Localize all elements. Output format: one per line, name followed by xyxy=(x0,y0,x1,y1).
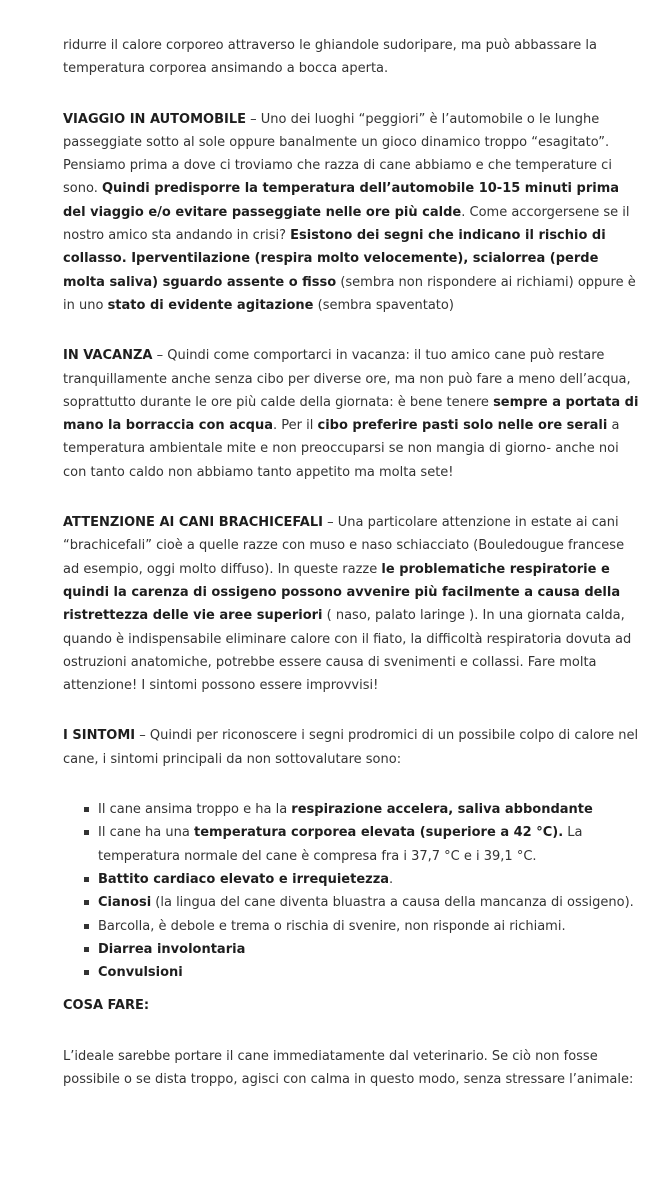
list-item xyxy=(98,915,642,938)
emphasis: le problematiche respiratorie e quindi la carenza di ossigeno possono avvenire più facilmente a causa della ristrettezza delle vie aree superiori xyxy=(63,561,621,624)
section-heading: IN VACANZA xyxy=(63,348,153,364)
text: (sembra spaventato) xyxy=(313,297,454,313)
text: a temperatura ambientale mite e non preoccuparsi se non mangia di giorno- anche noi con tanto caldo non abbiamo tanto appetito ma molta sete! xyxy=(63,418,620,480)
text: – Quindi come comportarci in vacanza: il tuo amico cane può restare tranquillamente anche senza cibo per diverse ore, ma non può fare a meno dell’acqua, soprattutto durante le ore più calde della giornata: è bene tenere xyxy=(63,348,631,410)
list-item xyxy=(98,938,642,961)
list-item xyxy=(98,868,642,891)
emphasis: cibo preferire pasti solo nelle ore serali xyxy=(317,418,608,434)
list-item xyxy=(98,891,642,914)
emphasis: Diarrea involontaria xyxy=(98,941,246,957)
section-heading: COSA FARE: xyxy=(63,998,150,1014)
text: ( naso, palato laringe ). In una giornata calda, quando è indispensabile eliminare calore con il fiato, la difficoltà respiratoria dovuta ad ostruzioni anatomiche, potrebbe essere causa di svenimenti e collassi. Fare molta attenzione! I sintomi possono essere improvvisi! xyxy=(63,608,632,694)
text: . Per il xyxy=(273,418,318,434)
text: Il cane ansima troppo e ha la xyxy=(98,802,292,818)
list-item xyxy=(98,798,642,821)
text: – Uno dei luoghi “peggiori” è l’automobile o le lunghe passeggiate sotto al sole oppure banalmente un gioco dinamico troppo “esagitato”. Pensiamo prima a dove ci troviamo che razza di cane abbiamo e che temperature ci sono. xyxy=(63,111,612,197)
intro-paragraph: ridurre il calore corporeo attraverso le ghiandole sudoripare, ma può abbassare la temperatura corporea ansimando a bocca aperta. xyxy=(63,38,597,77)
text: – Una particolare attenzione in estate ai cani “brachicefali” cioè a quelle razze con muso e naso schiacciato (Bouledougue francese ad esempio, oggi molto diffuso). In queste razze xyxy=(63,515,625,577)
emphasis: Battito cardiaco elevato e irrequietezza xyxy=(98,871,390,887)
section-heading: VIAGGIO IN AUTOMOBILE xyxy=(63,111,246,127)
section-heading: ATTENZIONE AI CANI BRACHICEFALI xyxy=(63,515,323,531)
emphasis: Cianosi xyxy=(98,895,152,911)
list-item xyxy=(98,821,642,868)
emphasis: respirazione accelera, saliva abbondante xyxy=(291,802,593,818)
emphasis: Convulsioni xyxy=(98,965,183,981)
list-item xyxy=(98,961,642,984)
cosa-fare-paragraph: L’ideale sarebbe portare il cane immediatamente dal veterinario. Se ciò non fosse possibile o se dista troppo, agisci con calma in questo modo, senza stressare l’animale: xyxy=(63,1048,634,1087)
emphasis: stato di evidente agitazione xyxy=(107,297,314,313)
section-cosa-fare-heading xyxy=(63,994,642,1017)
emphasis: Esistono dei segni che indicano il rischio di collasso. Iperventilazione (respira molto velocemente), scialorrea (perde molta saliva) sguardo assente o fisso xyxy=(63,228,606,290)
text: (la lingua del cane diventa bluastra a causa della mancanza di ossigeno). xyxy=(151,895,634,911)
text: Il cane ha una xyxy=(98,825,194,841)
section-viaggio xyxy=(63,108,642,318)
text: Barcolla, è debole e trema o rischia di svenire, non risponde ai richiami. xyxy=(98,918,566,934)
emphasis: temperatura corporea elevata (superiore a 42 °C). xyxy=(193,825,564,841)
section-sintomi xyxy=(63,724,642,771)
section-heading: I SINTOMI xyxy=(63,728,136,744)
emphasis: sempre a portata di mano la borraccia con acqua xyxy=(63,394,639,434)
section-brachicefali xyxy=(63,511,642,697)
emphasis: Quindi predisporre la temperatura dell’automobile 10-15 minuti prima del viaggio e/o evitare passeggiate nelle ore più calde xyxy=(63,181,620,220)
symptoms-list xyxy=(63,798,642,984)
text: . Come accorgersene se il nostro amico sta andando in crisi? xyxy=(63,204,630,244)
text: La temperatura normale del cane è compresa fra i 37,7 °C e i 39,1 °C. xyxy=(98,825,583,864)
text: – Quindi per riconoscere i segni prodromici di un possibile colpo di calore nel cane, i sintomi principali da non sottovalutare sono: xyxy=(63,728,639,767)
section-vacanza xyxy=(63,344,642,484)
text: . xyxy=(389,871,394,887)
text: (sembra non rispondere ai richiami) oppure è in uno xyxy=(63,274,636,313)
